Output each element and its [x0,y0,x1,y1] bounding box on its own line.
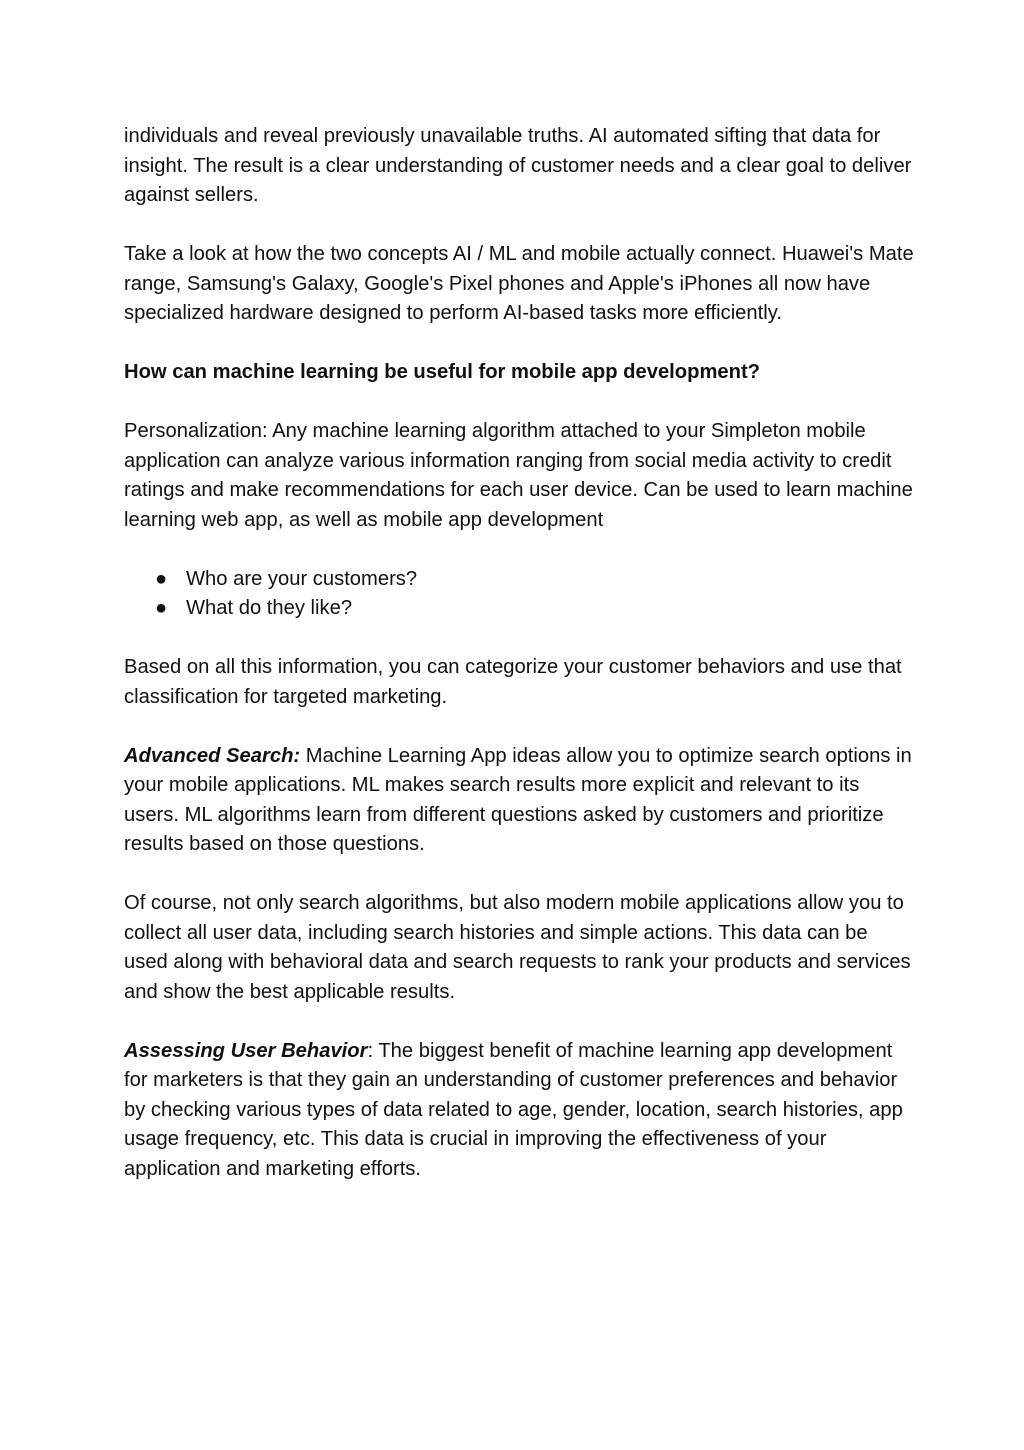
section-heading: How can machine learning be useful for mobile app development? [124,361,761,383]
paragraph-personalization: Personalization: Any machine learning algorithm attached to your Simpleton mobile application can analyze various information ranging from social media activity to credit ratings and make recommendations for each user device. Can be used to learn machine learning web app, as well as mobile app development [124,420,913,531]
list-item [124,565,914,595]
list-item-text: What do they like? [186,597,353,619]
paragraph-ai-mobile: Take a look at how the two concepts AI / ML and mobile actually connect. Huawei's Mate range, Samsung's Galaxy, Google's Pixel phones and Apple's iPhones all now have specialized hardware designed to perform AI-based tasks more efficiently. [124,243,914,324]
paragraph-categorize: Based on all this information, you can categorize your customer behaviors and use that classification for targeted marketing. [124,656,902,708]
list-item-text: Who are your customers? [186,567,418,590]
advanced-search-body: Machine Learning App ideas allow you to optimize search options in your mobile applications. ML makes search results more explicit and relevant to its users. ML algorithms learn from different questions asked by customers and prioritize results based on those questions. [124,744,912,855]
paragraph-advanced-search [124,742,914,860]
list-item [124,594,914,624]
bullet-icon: ● [155,567,168,590]
bullet-icon: ● [155,597,168,619]
user-behavior-lead: Assessing User Behavior [124,1039,368,1062]
user-behavior-body: : The biggest benefit of machine learning app development for marketers is that they gain an understanding of customer preferences and behavior by checking various types of data related to age, gender, location, search histories, app usage frequency, etc. This data is crucial in improving the effectiveness of your application and marketing efforts. [124,1039,903,1180]
paragraph-user-behavior [124,1037,914,1185]
bullet-list [124,565,914,624]
advanced-search-lead: Advanced Search: [124,744,301,767]
document-page [124,122,914,1214]
paragraph-search-algorithms: Of course, not only search algorithms, but also modern mobile applications allow you to collect all user data, including search histories and simple actions. This data can be used along with behavioral data and search requests to rank your products and services and show the best applicable results. [124,892,911,1003]
paragraph-intro: individuals and reveal previously unavailable truths. AI automated sifting that data for insight. The result is a clear understanding of customer needs and a clear goal to deliver against sellers. [124,125,912,206]
